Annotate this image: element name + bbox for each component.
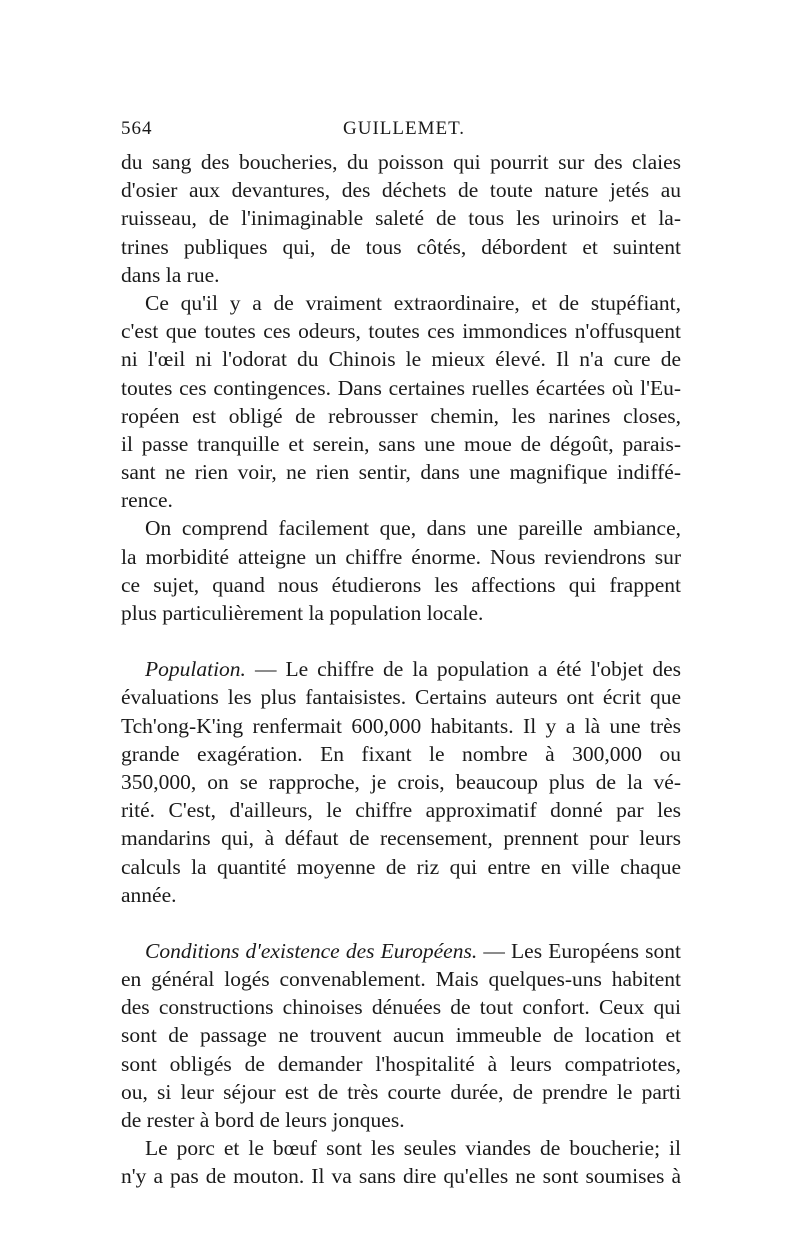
text-line: On comprend facilement que, dans une pareille ambiance, [145, 516, 681, 541]
text-line: en général logés convenablement. Mais quelques-uns habitent [121, 967, 681, 992]
text-line: plus particulièrement la population locale. [121, 601, 484, 625]
text-line: d'osier aux devantures, des déchets de toute nature jetés au [121, 178, 681, 203]
text-line: Tch'ong-K'ing renfermait 600,000 habitants. Il y a là une très [121, 713, 681, 738]
text-line: rence. [121, 488, 173, 513]
text-line: n'y a pas de mouton. Il va sans dire qu'elles ne sont soumises à [121, 1164, 681, 1189]
text-line: 350,000, on se rapproche, je crois, beaucoup plus de la vé- [121, 769, 681, 794]
text-line: sont de passage ne trouvent aucun immeuble de location et [121, 1023, 681, 1048]
text-line: Ce qu'il y a de vraiment extraordinaire, et de stupéfiant, [145, 290, 681, 315]
section-spacer [121, 909, 681, 937]
book-page [121, 110, 681, 1191]
text-line: année. [121, 882, 177, 907]
text-line: sant ne rien voir, ne rien sentir, dans une magnifique indiffé- [121, 460, 681, 485]
page-number: 564 [121, 118, 153, 139]
text-line: ropéen est obligé de rebrousser chemin, les narines closes, [121, 403, 681, 428]
paragraph-2 [121, 289, 681, 515]
text-line: sont obligés de demander l'hospitalité à leurs compatriotes, [121, 1051, 681, 1076]
section-title: Population. [145, 657, 246, 682]
text-line: calculs la quantité moyenne de riz qui entre en ville chaque [121, 854, 681, 879]
section-conditions [121, 937, 681, 1134]
text-line [121, 937, 681, 965]
text-line: mandarins qui, à défaut de recensement, prennent pour leurs [121, 826, 681, 851]
running-head [121, 110, 681, 148]
section-lead-text: — Les Européens sont [477, 938, 681, 963]
text-line: toutes ces contingences. Dans certaines ruelles écartées où l'Eu- [121, 375, 681, 400]
text-line: du sang des boucheries, du poisson qui pourrit sur des claies [121, 150, 681, 174]
text-line: des constructions chinoises dénuées de tout confort. Ceux qui [121, 995, 681, 1020]
paragraph-3 [121, 514, 681, 627]
text-line: il passe tranquille et serein, sans une moue de dégoût, parais- [121, 431, 681, 456]
text-line: c'est que toutes ces odeurs, toutes ces immondices n'offusquent [121, 319, 681, 344]
text-line: Le porc et le bœuf sont les seules viandes de boucherie; il [145, 1136, 681, 1161]
text-line: évaluations les plus fantaisistes. Certains auteurs ont écrit que [121, 685, 681, 710]
section-title: Conditions d'existence des Européens. [145, 938, 478, 963]
text-line [121, 655, 681, 683]
text-line: rité. C'est, d'ailleurs, le chiffre approximatif donné par les [121, 798, 681, 823]
section-lead-text: — Le chiffre de la population a été l'objet des [245, 657, 681, 682]
text-line: dans la rue. [121, 262, 220, 287]
text-line: grande exagération. En fixant le nombre à 300,000 ou [121, 741, 681, 766]
paragraph-meat [121, 1134, 681, 1190]
text-line: la morbidité atteigne un chiffre énorme. Nous reviendrons sur [121, 544, 681, 569]
section-population [121, 655, 681, 909]
text-line: ni l'œil ni l'odorat du Chinois le mieux élevé. Il n'a cure de [121, 347, 681, 372]
text-line: de rester à bord de leurs jonques. [121, 1108, 405, 1132]
text-line: trines publiques qui, de tous côtés, débordent et suintent [121, 234, 681, 259]
section-spacer [121, 627, 681, 655]
text-line: ce sujet, quand nous étudierons les affections qui frappent [121, 572, 681, 597]
text-line: ruisseau, de l'inimaginable saleté de tous les urinoirs et la- [121, 206, 681, 231]
running-title: GUILLEMET. [343, 118, 466, 139]
paragraph-1 [121, 148, 681, 289]
text-line: ou, si leur séjour est de très courte durée, de prendre le parti [121, 1079, 681, 1104]
